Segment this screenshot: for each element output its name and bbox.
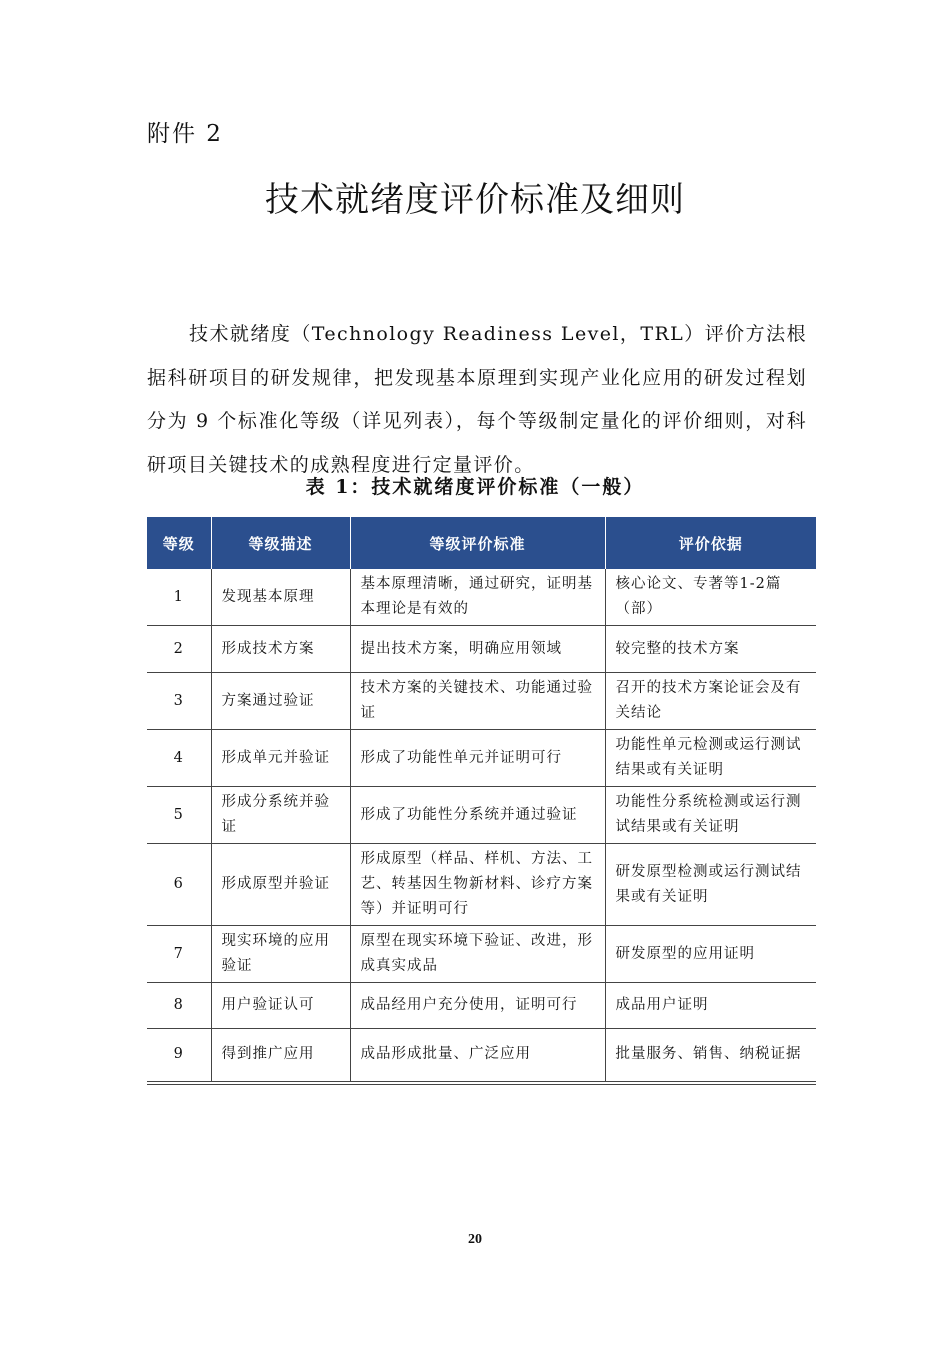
header-level: 等级 <box>147 517 211 569</box>
table-row <box>147 844 816 926</box>
attachment-label: 附件 2 <box>147 121 223 147</box>
cell-level: 4 <box>147 730 211 787</box>
header-description: 等级描述 <box>211 517 350 569</box>
trl-table <box>147 517 816 1081</box>
table-row <box>147 787 816 844</box>
cell-basis: 功能性单元检测或运行测试结果或有关证明 <box>605 730 816 787</box>
cell-criteria: 形成原型（样品、样机、方法、工艺、转基因生物新材料、诊疗方案等）并证明可行 <box>350 844 605 926</box>
cell-level: 3 <box>147 673 211 730</box>
table-row <box>147 730 816 787</box>
cell-basis: 核心论文、专著等1-2篇（部） <box>605 569 816 626</box>
cell-description: 用户验证认可 <box>211 983 350 1029</box>
cell-level: 6 <box>147 844 211 926</box>
table-row <box>147 626 816 673</box>
cell-description: 得到推广应用 <box>211 1029 350 1081</box>
header-criteria: 等级评价标准 <box>350 517 605 569</box>
cell-criteria: 提出技术方案，明确应用领域 <box>350 626 605 673</box>
cell-basis: 较完整的技术方案 <box>605 626 816 673</box>
table-row <box>147 673 816 730</box>
cell-description: 形成单元并验证 <box>211 730 350 787</box>
table-row <box>147 926 816 983</box>
cell-level: 8 <box>147 983 211 1029</box>
table-row <box>147 569 816 626</box>
cell-level: 5 <box>147 787 211 844</box>
cell-basis: 成品用户证明 <box>605 983 816 1029</box>
cell-basis: 研发原型检测或运行测试结果或有关证明 <box>605 844 816 926</box>
cell-level: 1 <box>173 588 184 605</box>
cell-criteria: 技术方案的关键技术、功能通过验证 <box>350 673 605 730</box>
cell-criteria: 形成了功能性分系统并通过验证 <box>350 787 605 844</box>
cell-basis: 批量服务、销售、纳税证据 <box>605 1029 816 1081</box>
cell-criteria: 原型在现实环境下验证、改进，形成真实成品 <box>350 926 605 983</box>
cell-criteria: 成品经用户充分使用，证明可行 <box>350 983 605 1029</box>
cell-description: 现实环境的应用验证 <box>211 926 350 983</box>
cell-criteria: 成品形成批量、广泛应用 <box>350 1029 605 1081</box>
table-caption: 表 1：技术就绪度评价标准（一般） <box>305 476 645 498</box>
table-header-row <box>147 517 816 569</box>
cell-description: 形成分系统并验证 <box>211 787 350 844</box>
table-bottom-double-rule <box>147 1081 816 1085</box>
cell-level: 9 <box>147 1029 211 1081</box>
table-row <box>147 1029 816 1081</box>
cell-level: 7 <box>147 926 211 983</box>
cell-criteria: 基本原理清晰，通过研究，证明基本理论是有效的 <box>350 569 605 626</box>
table-row <box>147 983 816 1029</box>
cell-description: 方案通过验证 <box>211 673 350 730</box>
document-title: 技术就绪度评价标准及细则 <box>265 180 685 220</box>
cell-basis: 研发原型的应用证明 <box>605 926 816 983</box>
header-basis: 评价依据 <box>605 517 816 569</box>
cell-description: 形成原型并验证 <box>211 844 350 926</box>
cell-description: 形成技术方案 <box>211 626 350 673</box>
cell-criteria: 形成了功能性单元并证明可行 <box>350 730 605 787</box>
intro-paragraph: 技术就绪度（Technology Readiness Level，TRL）评价方法根据科研项目的研发规律，把发现基本原理到实现产业化应用的研发过程划分为 9 个标准化等级（详见列表），每个等级制定量化的评价细则，对科研项目关键技术的成熟程度进行定量评价。 <box>147 323 807 476</box>
cell-basis: 功能性分系统检测或运行测试结果或有关证明 <box>605 787 816 844</box>
page-number: 20 <box>468 1232 482 1247</box>
cell-level: 2 <box>147 626 211 673</box>
cell-description: 发现基本原理 <box>211 569 350 626</box>
cell-basis: 召开的技术方案论证会及有关结论 <box>605 673 816 730</box>
